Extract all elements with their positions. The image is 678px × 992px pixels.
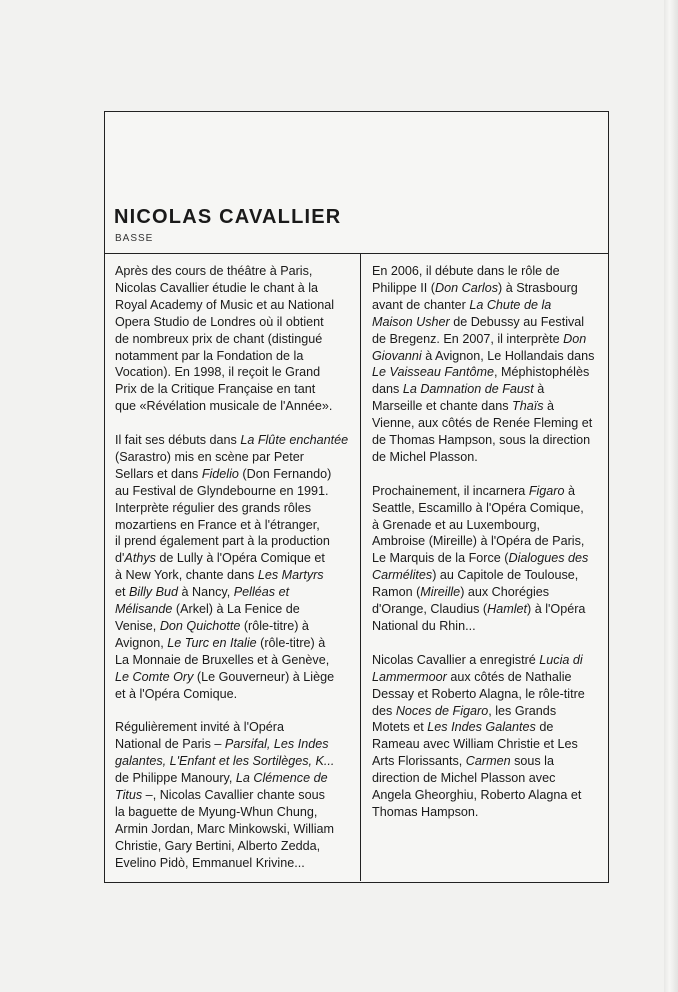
text-line: Il fait ses débuts dans La Flûte enchantée [115,433,349,448]
column-divider [360,254,361,881]
text-line: dans La Damnation de Faust à [372,382,545,397]
text-line: des Noces de Figaro, les Grands [372,703,557,718]
text-line: Régulièrement invité à l'Opéra [115,720,285,735]
text-line: mozartiens en France et à l'étranger, [115,517,320,532]
text-line: Le Comte Ory (Le Gouverneur) à Liège [115,669,335,684]
text-line: Christie, Gary Bertini, Alberto Zedda, [115,838,321,853]
text-line: de Philippe Manoury, La Clémence de [115,771,328,786]
paragraph [115,719,351,871]
text-line: de Michel Plasson. [372,449,478,464]
text-line: La Monnaie de Bruxelles et à Genève, [115,652,330,667]
text-line: Prix de la Critique Française en tant [115,382,316,397]
text-line: Lammermoor aux côtés de Nathalie [372,669,572,684]
text-line: Evelino Pidò, Emmanuel Krivine... [115,855,305,870]
text-line: et à l'Opéra Comique. [115,686,238,701]
text-line: Titus –, Nicolas Cavallier chante sous [115,788,325,803]
text-line: à New York, chante dans Les Martyrs [115,568,324,583]
biography-header [105,112,608,254]
text-line: Opera Studio de Londres où il obtient [115,314,324,329]
text-line: Sellars et dans Fidelio (Don Fernando) [115,466,332,481]
text-line: Avignon, Le Turc en Italie (rôle-titre) à [115,635,326,650]
text-line: Venise, Don Quichotte (rôle-titre) à [115,619,309,634]
text-line: Armin Jordan, Marc Minkowski, William [115,821,335,836]
text-line: Royal Academy of Music et au National [115,297,335,312]
text-line: galantes, L'Enfant et les Sortilèges, K... [115,754,335,769]
text-line: Vocation). En 1998, il reçoit le Grand [115,365,321,380]
text-line: que «Révélation musicale de l'Année». [115,399,333,414]
text-line: d'Athys de Lully à l'Opéra Comique et [115,551,325,566]
artist-role: BASSE [115,233,154,244]
text-line: d'Orange, Claudius (Hamlet) à l'Opéra [372,602,586,617]
text-line: Maison Usher de Debussy au Festival [372,314,585,329]
text-line: National du Rhin... [372,619,476,634]
paragraph [372,652,604,821]
biography-frame [104,111,609,883]
paragraph [115,263,351,415]
text-line: Le Vaisseau Fantôme, Méphistophélès [372,365,590,380]
text-line: Angela Gheorghiu, Roberto Alagna et [372,788,582,803]
text-line: Seattle, Escamillo à l'Opéra Comique, [372,500,584,515]
text-line: Mélisande (Arkel) à La Fenice de [115,602,300,617]
text-line: Dessay et Roberto Alagna, le rôle-titre [372,686,585,701]
text-line: de nombreux prix de chant (distingué [115,331,323,346]
text-line: En 2006, il débute dans le rôle de [372,264,560,278]
text-line: Carmélites) au Capitole de Toulouse, [372,568,579,583]
text-line: de Bregenz. En 2007, il interprète Don [372,331,587,346]
text-line: Nicolas Cavallier a enregistré Lucia di [372,652,583,667]
text-line: Le Marquis de la Force (Dialogues des [372,551,589,566]
text-line: la baguette de Myung-Whun Chung, [115,804,318,819]
artist-name: NICOLAS CAVALLIER [114,206,342,228]
biography-column-left [115,263,351,888]
text-line: National de Paris – Parsifal, Les Indes [115,737,329,752]
text-line: Arts Florissants, Carmen sous la [372,754,554,769]
text-line: Vienne, aux côtés de Renée Fleming et [372,416,593,431]
text-line: Après des cours de théâtre à Paris, [115,264,313,278]
text-line: Rameau avec William Christie et Les [372,737,578,752]
text-line: il prend également part à la production [115,534,330,549]
text-line: notamment par la Fondation de la [115,348,304,363]
text-line: Interprète régulier des grands rôles [115,500,312,515]
paragraph [115,432,351,703]
text-line: Marseille et chante dans Thaïs à [372,399,555,414]
text-line: et Billy Bud à Nancy, Pelléas et [115,585,290,600]
paragraph [372,483,604,635]
paragraph [372,263,604,466]
text-line: Ramon (Mireille) aux Chorégies [372,585,550,600]
text-line: à Grenade et au Luxembourg, [372,517,541,532]
text-line: au Festival de Glyndebourne en 1991. [115,483,329,498]
biography-column-right [372,263,604,838]
text-line: Giovanni à Avignon, Le Hollandais dans [372,348,595,363]
page-edge [664,0,678,992]
text-line: de Thomas Hampson, sous la direction [372,433,591,448]
text-line: direction de Michel Plasson avec [372,771,556,786]
text-line: Philippe II (Don Carlos) à Strasbourg [372,280,578,295]
text-line: avant de chanter La Chute de la [372,297,552,312]
text-line: Ambroise (Mireille) à l'Opéra de Paris, [372,534,585,549]
text-line: (Sarastro) mis en scène par Peter [115,449,304,464]
text-line: Nicolas Cavallier étudie le chant à la [115,280,319,295]
text-line: Prochainement, il incarnera Figaro à [372,483,576,498]
text-line: Motets et Les Indes Galantes de [372,720,554,735]
text-line: Thomas Hampson. [372,804,479,819]
